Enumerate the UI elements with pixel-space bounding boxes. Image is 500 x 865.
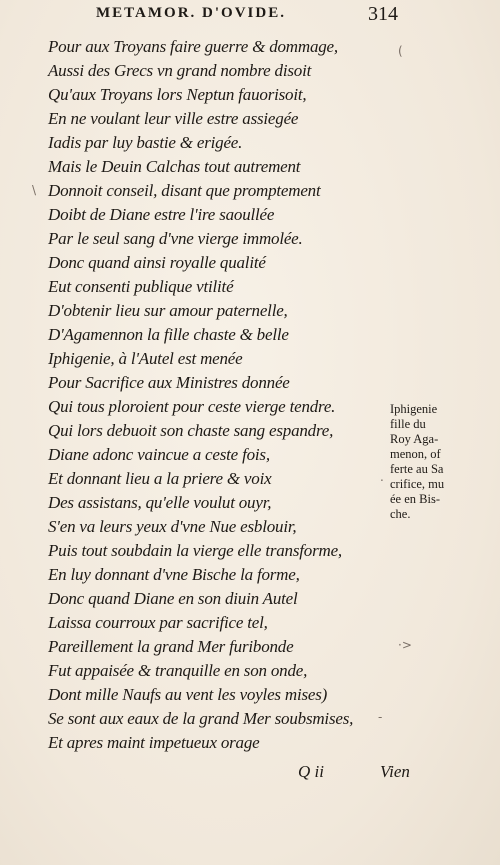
margin-blot: ·> (398, 638, 412, 652)
verse-line: Mais le Deuin Calchas tout autrement (48, 157, 301, 176)
gloss-line: menon, of (390, 447, 441, 461)
verse-line: Puis tout soubdain la vierge elle transforme, (48, 541, 342, 560)
verse-line: Qu'aux Troyans lors Neptun fauorisoit, (48, 85, 307, 104)
verse-line: Fut appaisée & tranquille en son onde, (48, 661, 308, 680)
page-number: 314 (368, 3, 398, 25)
running-head: METAMOR. D'OVIDE. (96, 5, 286, 21)
verse-line: Diane adonc vaincue a ceste fois, (48, 445, 270, 464)
verse-line: Laissa courroux par sacrifice tel, (48, 613, 268, 632)
verse-line: Donc quand Diane en son diuin Autel (48, 589, 298, 608)
verse-line: Donnoit conseil, disant que promptement (48, 181, 321, 200)
verse-line: Donc quand ainsi royalle qualité (48, 253, 266, 272)
margin-blot: . (380, 470, 384, 484)
verse-line: Dont mille Naufs au vent les voyles mises) (48, 685, 328, 704)
verse-line: Aussi des Grecs vn grand nombre disoit (48, 61, 312, 80)
verse-line: Et donnant lieu a la priere & voix (48, 469, 272, 488)
verse-line: Pareillement la grand Mer furibonde (48, 637, 294, 656)
verse-line: Eut consenti publique vtilité (48, 277, 234, 296)
verse-line: Iphigenie, à l'Autel est menée (48, 349, 243, 368)
gloss-line: ferte au Sa (390, 462, 444, 476)
verse-line: D'obtenir lieu sur amour paternelle, (48, 301, 288, 320)
verse-line: En ne voulant leur ville estre assiegée (48, 109, 299, 128)
margin-blot: - (378, 710, 383, 724)
gloss-line: fille du (390, 417, 426, 431)
margin-blot: \ (32, 183, 37, 197)
signature-mark: Q ii (298, 762, 324, 781)
gloss-line: ée en Bis- (390, 492, 440, 506)
margin-gloss (390, 402, 490, 522)
verse-line: Pour Sacrifice aux Ministres donnée (48, 373, 290, 392)
gloss-line: Roy Aga- (390, 432, 439, 446)
margin-blot: ( (398, 44, 403, 58)
verse-line: Doibt de Diane estre l'ire saoullée (48, 205, 275, 224)
verse-line: Et apres maint impetueux orage (48, 733, 260, 752)
verse-line: Iadis par luy bastie & erigée. (48, 133, 243, 152)
gloss-line: che. (390, 507, 411, 521)
verse-line: D'Agamennon la fille chaste & belle (48, 325, 289, 344)
verse-line: Qui tous ploroient pour ceste vierge tendre. (48, 397, 336, 416)
verse-line: Se sont aux eaux de la grand Mer soubsmises, (48, 709, 354, 728)
verse-line: Qui lors debuoit son chaste sang espandre, (48, 421, 334, 440)
verse-line: S'en va leurs yeux d'vne Nue esblouir, (48, 517, 297, 536)
gloss-line: crifice, mu (390, 477, 445, 491)
gloss-line: Iphigenie (390, 402, 438, 416)
catchword: Vien (380, 762, 410, 781)
verse-line: Par le seul sang d'vne vierge immolée. (48, 229, 303, 248)
verse-line: En luy donnant d'vne Bische la forme, (48, 565, 300, 584)
verse-line: Des assistans, qu'elle voulut ouyr, (48, 493, 272, 512)
verse-line: Pour aux Troyans faire guerre & dommage, (48, 37, 338, 56)
